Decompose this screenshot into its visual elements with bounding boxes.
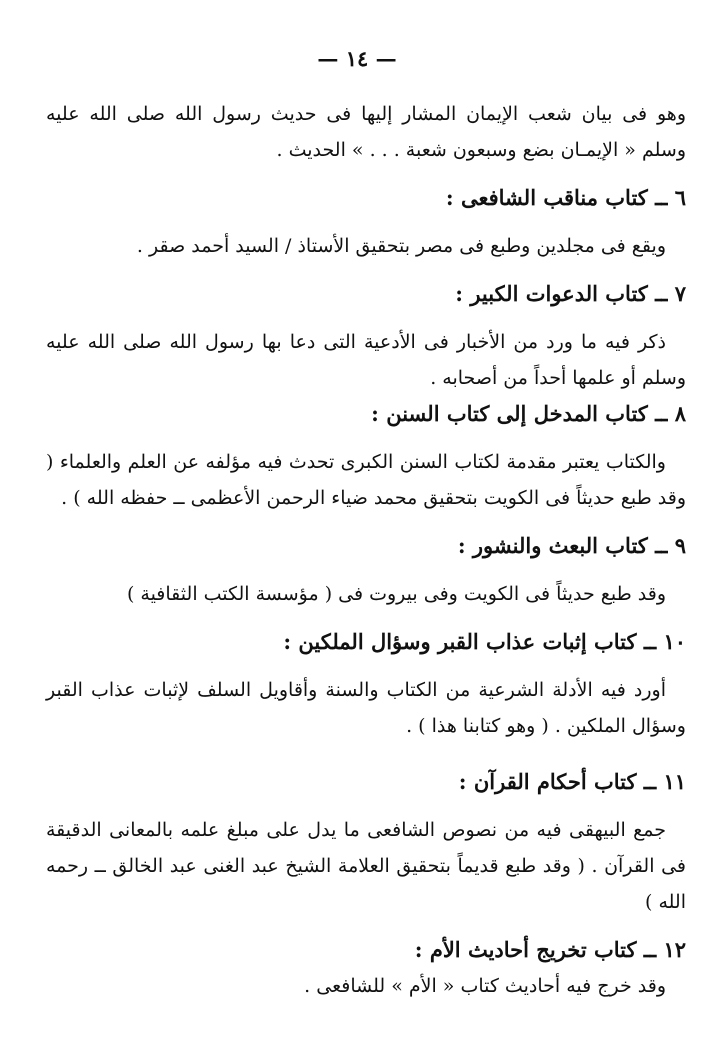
section-6 [46, 180, 686, 264]
section-body: جمع البيهقى فيه من نصوص الشافعى ما يدل على مبلغ علمه بالمعانى الدقيقة فى القرآن . ( وقد طبع قديماً بتحقيق العلامة الشيخ عبد الغنى عبد الخالق ــ رحمه الله ) [46, 819, 686, 913]
intro-paragraph: وهو فى بيان شعب الإيمان المشار إليها فى حديث رسول الله صلى الله عليه وسلم « الإيمـان بضع وسبعون شعبة . . . » الحديث . [46, 103, 686, 161]
section-11 [46, 764, 686, 920]
section-heading: ٧ ــ كتاب الدعوات الكبير : [455, 281, 686, 306]
page-number: — ١٤ — [317, 46, 397, 71]
section-heading: ٩ ــ كتاب البعث والنشور : [457, 533, 686, 558]
section-heading: ١٠ ــ كتاب إثبات عذاب القبر وسؤال الملكين : [283, 629, 686, 654]
section-9 [46, 528, 686, 612]
section-8 [46, 396, 686, 516]
section-heading: ١٢ ــ كتاب تخريج أحاديث الأم : [414, 937, 686, 962]
section-heading: ١١ ــ كتاب أحكام القرآن : [458, 769, 686, 794]
section-body: أورد فيه الأدلة الشرعية من الكتاب والسنة وأقاويل السلف لإثبات عذاب القبر وسؤال الملكين . ( وهو كتابنا هذا ) . [46, 679, 686, 737]
section-7 [46, 276, 686, 396]
page-content [46, 96, 686, 1004]
section-12 [46, 932, 686, 1004]
section-body: ويقع فى مجلدين وطبع فى مصر بتحقيق الأستاذ / السيد أحمد صقر . [136, 235, 666, 257]
section-body: والكتاب يعتبر مقدمة لكتاب السنن الكبرى تحدث فيه مؤلفه عن العلم والعلماء ( وقد طبع حديثاً فى الكويت بتحقيق محمد ضياء الرحمن الأعظمى ــ حفظه الله ) . [46, 451, 686, 509]
section-10 [46, 624, 686, 744]
section-heading: ٨ ــ كتاب المدخل إلى كتاب السنن : [371, 401, 686, 426]
section-body: ذكر فيه ما ورد من الأخبار فى الأدعية التى دعا بها رسول الله صلى الله عليه وسلم أو علمها أحداً من أصحابه . [46, 331, 686, 389]
section-body: وقد طبع حديثاً فى الكويت وفى بيروت فى ( مؤسسة الكتب الثقافية ) [126, 583, 666, 605]
section-heading: ٦ ــ كتاب مناقب الشافعى : [445, 185, 686, 210]
section-body: وقد خرج فيه أحاديث كتاب « الأم » للشافعى . [304, 975, 666, 997]
